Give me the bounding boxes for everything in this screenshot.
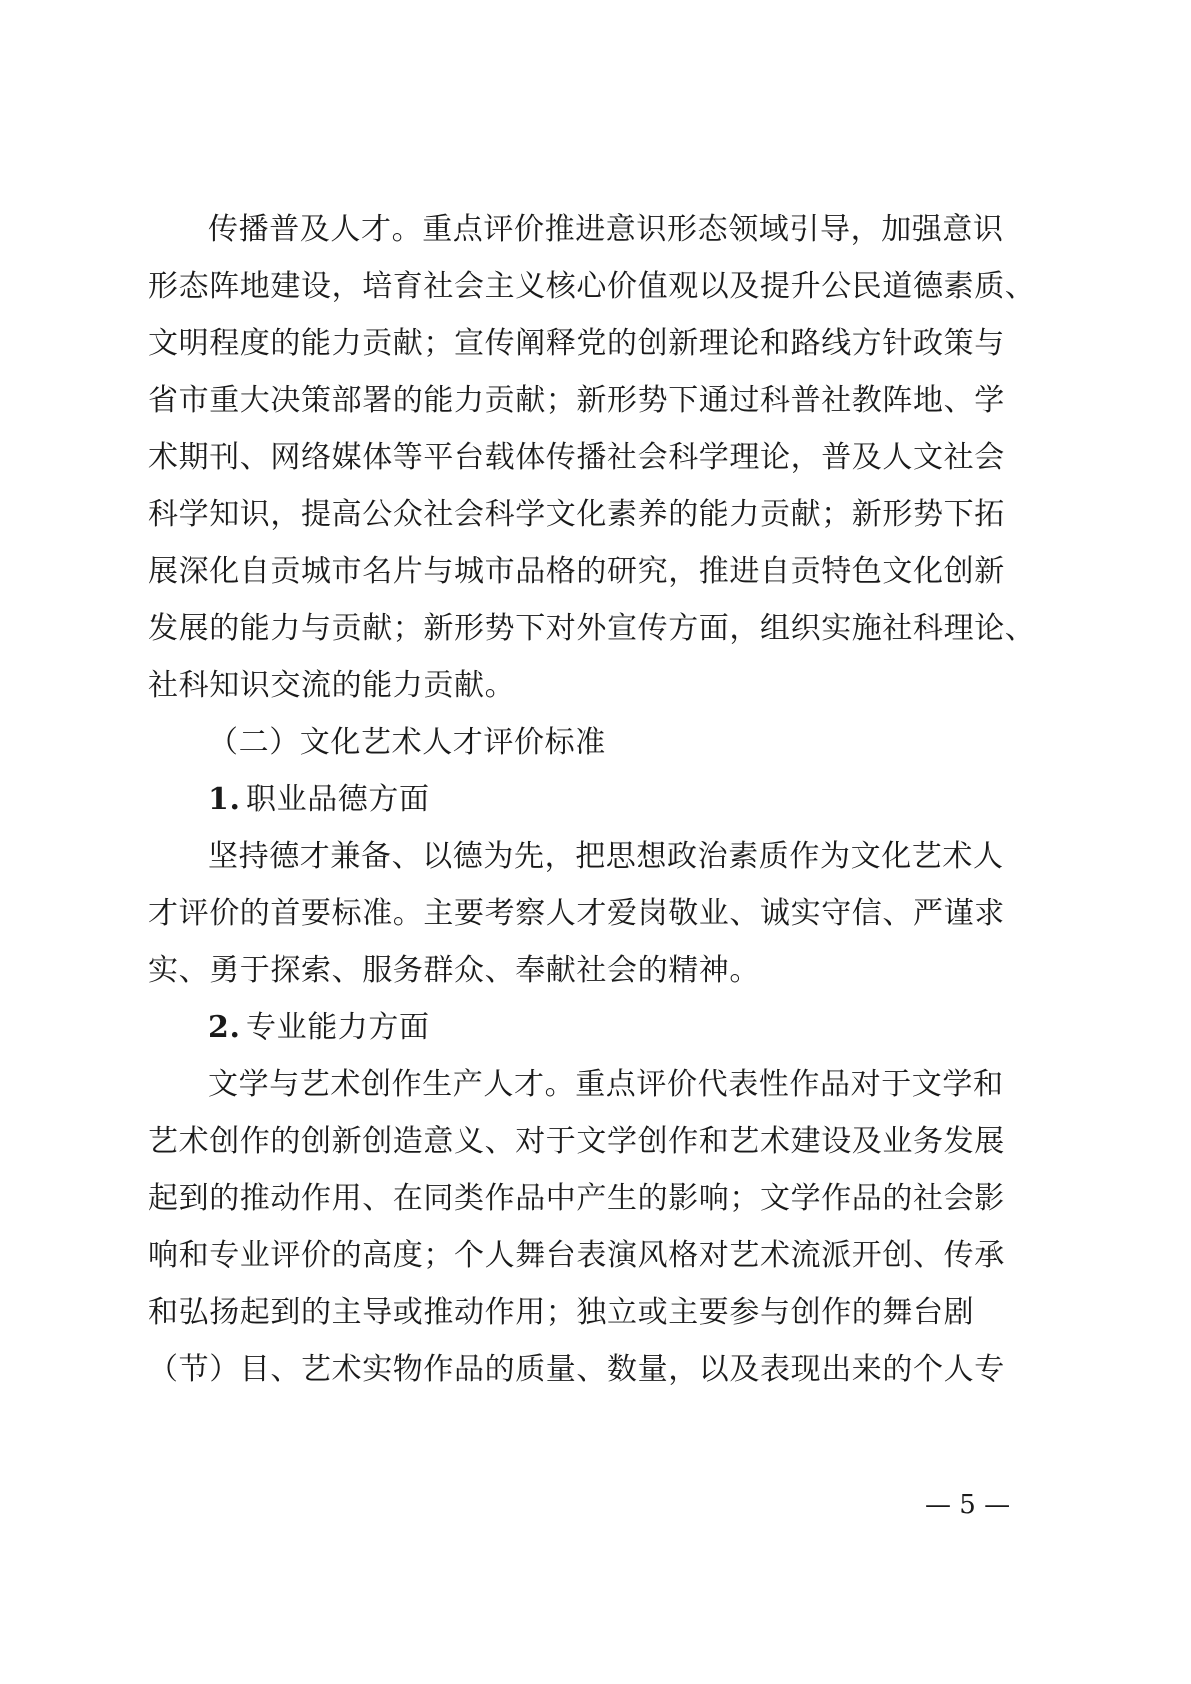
paragraph-line: （节）目、艺术实物作品的质量、数量，以及表现出来的个人专 [148,1352,1005,1387]
paragraph-line: 文学与艺术创作生产人才。重点评价代表性作品对于文学和 [208,1067,1004,1102]
paragraph-line: 坚持德才兼备、以德为先，把思想政治素质作为文化艺术人 [208,839,1004,874]
paragraph-line: 发展的能力与贡献；新形势下对外宣传方面，组织实施社科理论、 [148,611,1036,646]
subsection-number: 1. [208,782,241,817]
paragraph-line: 实、勇于探索、服务群众、奉献社会的精神。 [148,953,760,988]
page-number: — 5 — [925,1490,1011,1520]
paragraph-line: 响和专业评价的高度；个人舞台表演风格对艺术流派开创、传承 [148,1238,1005,1273]
paragraph-line: 社科知识交流的能力贡献。 [148,668,516,703]
paragraph-line: 术期刊、网络媒体等平台载体传播社会科学理论，普及人文社会 [148,440,1005,475]
subsection-title: 职业品德方面 [246,782,430,817]
subsection-title: 专业能力方面 [246,1010,430,1045]
paragraph-line: 科学知识，提高公众社会科学文化素养的能力贡献；新形势下拓 [148,497,1005,532]
paragraph-line: 形态阵地建设，培育社会主义核心价值观以及提升公民道德素质、 [148,269,1036,304]
paragraph-line: 省市重大决策部署的能力贡献；新形势下通过科普社教阵地、学 [148,383,1005,418]
paragraph-line: 艺术创作的创新创造意义、对于文学创作和艺术建设及业务发展 [148,1124,1005,1159]
paragraph-line: 传播普及人才。重点评价推进意识形态领域引导，加强意识 [208,212,1004,247]
subsection-number: 2. [208,1010,241,1045]
paragraph-line: 和弘扬起到的主导或推动作用；独立或主要参与创作的舞台剧 [148,1295,975,1330]
paragraph-line: 文明程度的能力贡献；宣传阐释党的创新理论和路线方针政策与 [148,326,1005,361]
subsection-heading-2 [208,1010,430,1046]
section-heading: （二）文化艺术人才评价标准 [208,725,606,760]
subsection-heading-1 [208,782,430,818]
paragraph-line: 展深化自贡城市名片与城市品格的研究，推进自贡特色文化创新 [148,554,1005,589]
paragraph-line: 起到的推动作用、在同类作品中产生的影响；文学作品的社会影 [148,1181,1005,1216]
paragraph-line: 才评价的首要标准。主要考察人才爱岗敬业、诚实守信、严谨求 [148,896,1005,931]
